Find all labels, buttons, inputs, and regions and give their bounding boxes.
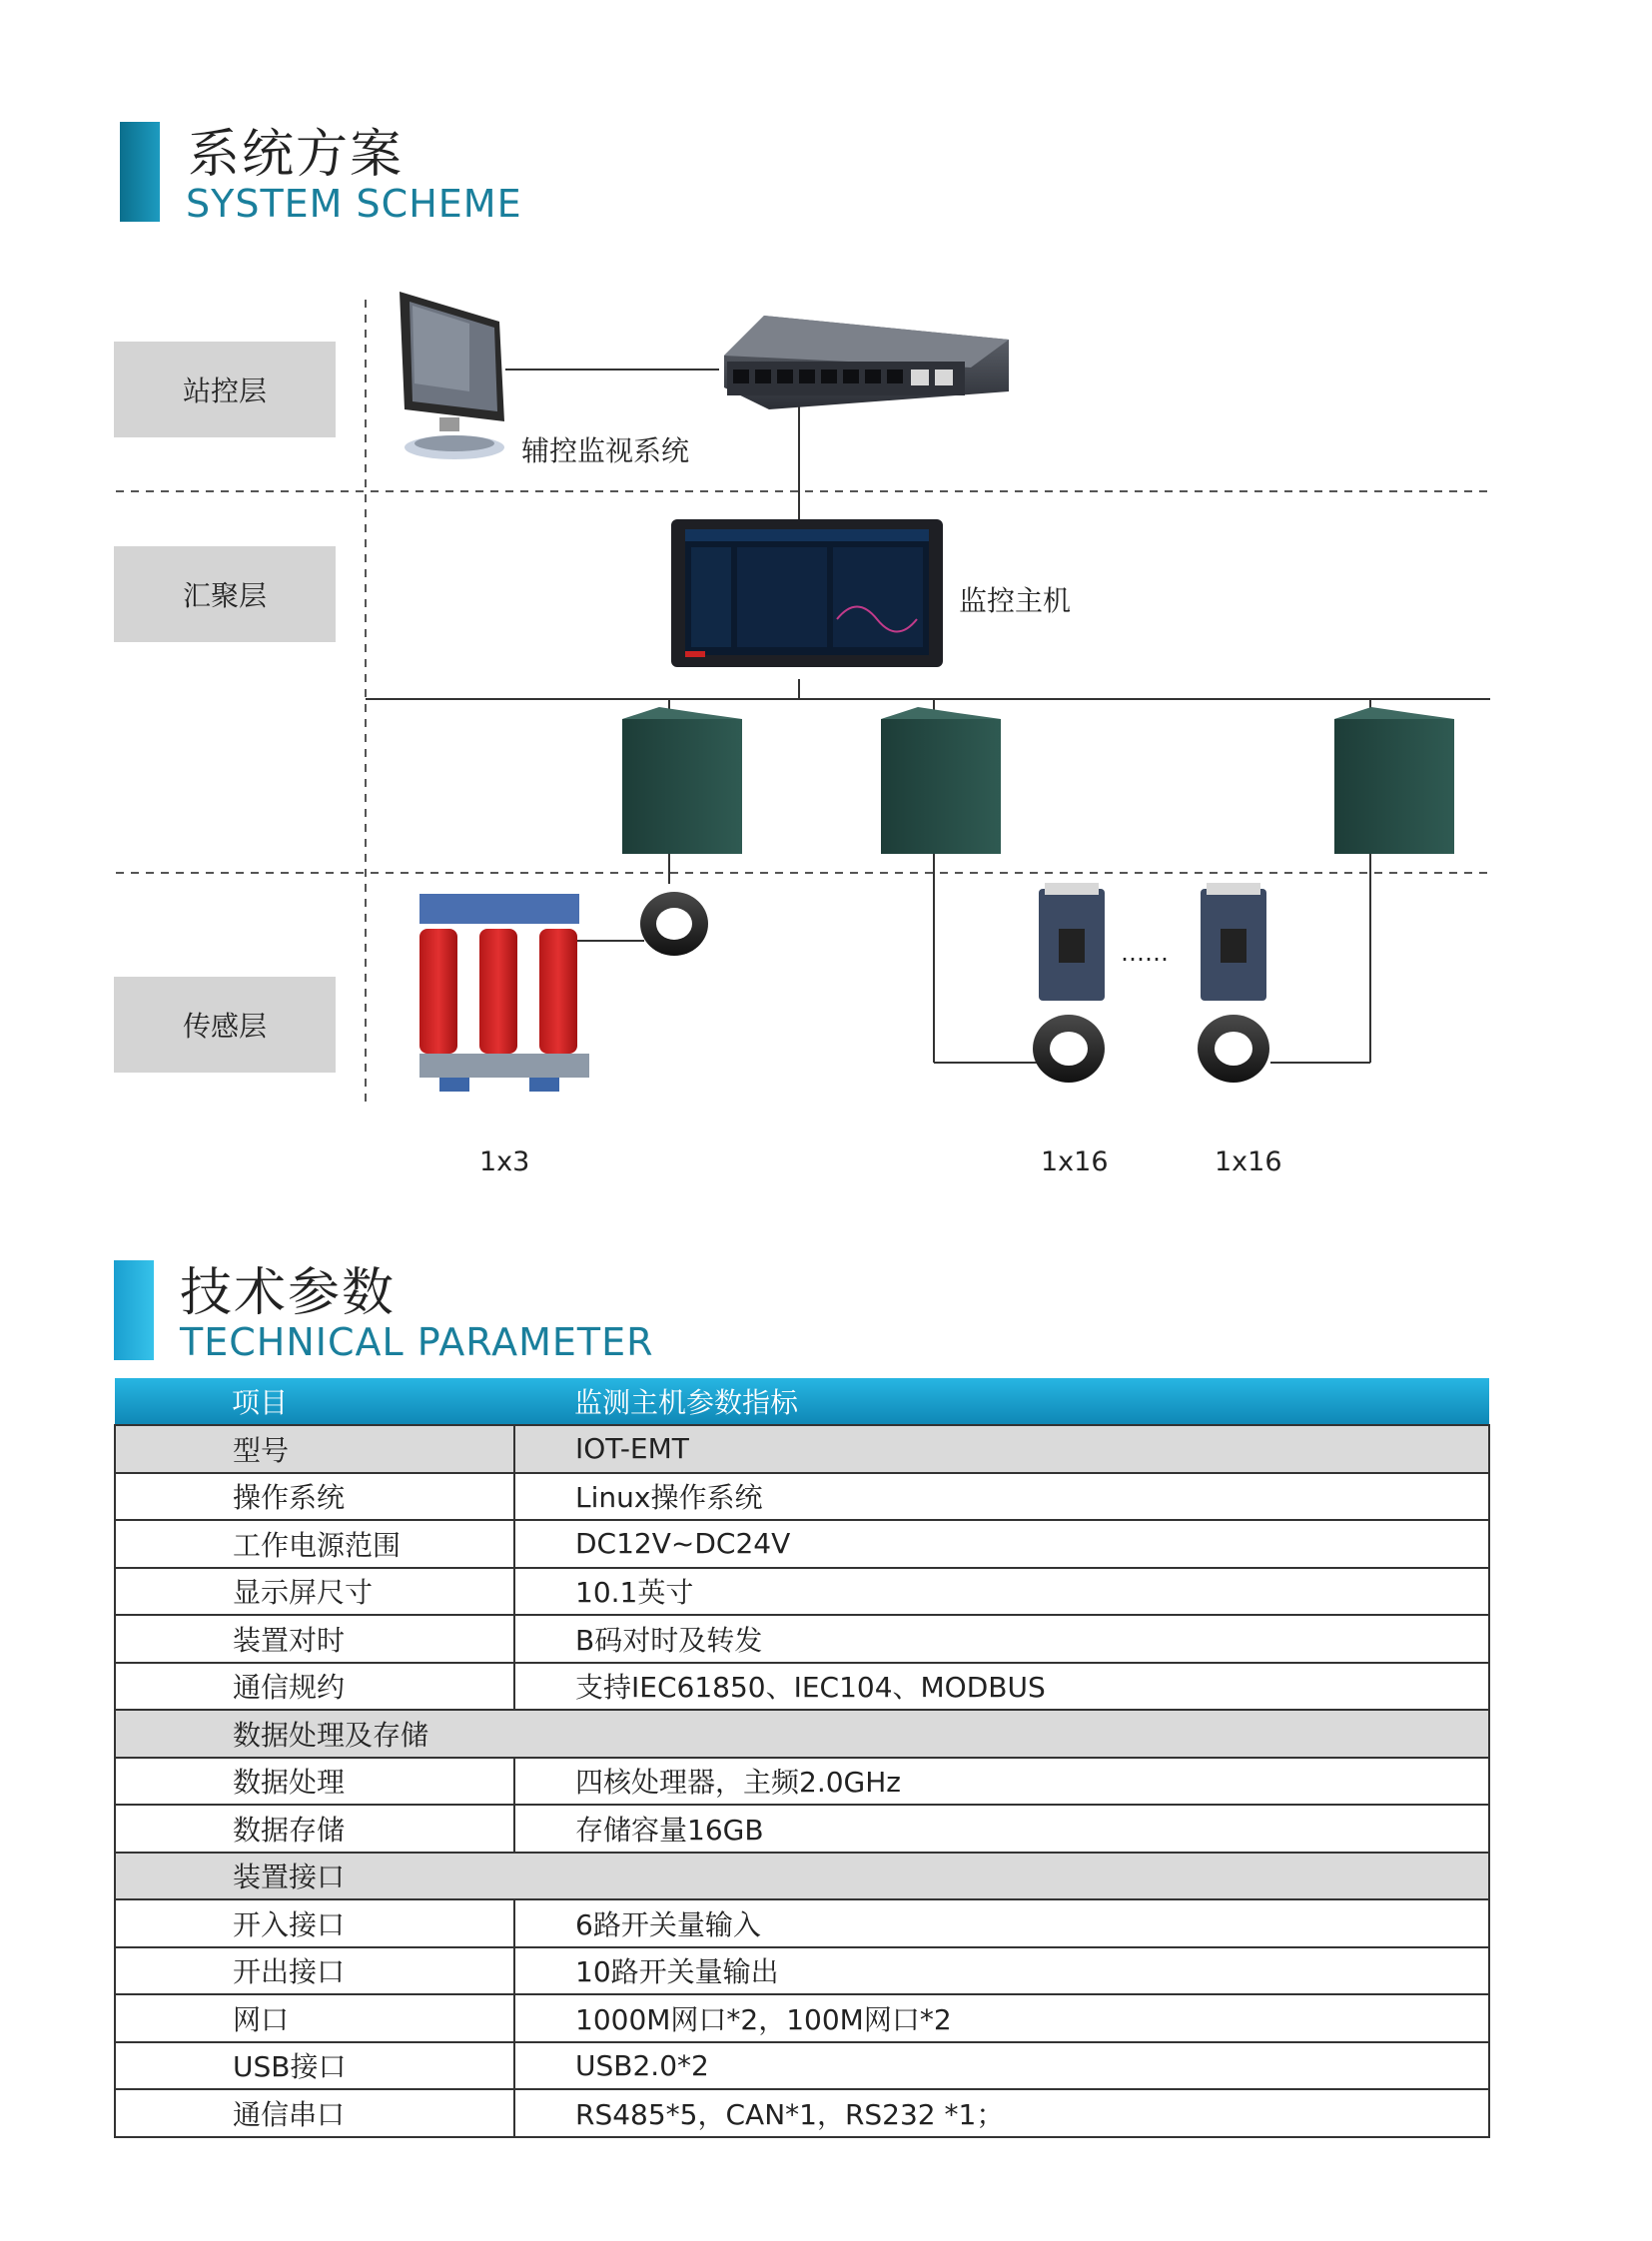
- aux-system-label: 辅控监视系统: [521, 434, 690, 467]
- table-row: [115, 1615, 1489, 1663]
- row-value: Linux操作系统: [514, 1473, 1489, 1521]
- ct-sensor-icon: [1033, 1015, 1105, 1083]
- section-accent-bar: [114, 1260, 154, 1360]
- header-value: 监测主机参数指标: [514, 1378, 1489, 1425]
- row-value: DC12V~DC24V: [514, 1520, 1489, 1568]
- table-row: [115, 2089, 1489, 2137]
- row-item: 工作电源范围: [115, 1520, 514, 1568]
- row-value: 6路开关量输入: [514, 1899, 1489, 1947]
- network-switch-icon: [724, 316, 1009, 409]
- row-value: 10.1英寸: [514, 1568, 1489, 1616]
- table-row: [115, 1899, 1489, 1947]
- monitor-host-label: 监控主机: [959, 584, 1072, 617]
- group-label: 数据处理及存储: [115, 1710, 1489, 1758]
- parameter-table: [114, 1378, 1490, 2138]
- ct-sensor-icon: [1198, 1015, 1269, 1083]
- collector-module-icon: [622, 707, 742, 854]
- count-transformer: 1x3: [479, 1146, 530, 1177]
- collector-module-icon: [881, 707, 1001, 854]
- layer-station: 站控层: [114, 342, 336, 437]
- row-value: RS485*5，CAN*1，RS232 *1；: [514, 2089, 1489, 2137]
- count-breaker-2: 1x16: [1215, 1146, 1282, 1177]
- row-item: 通信串口: [115, 2089, 514, 2137]
- table-row: [115, 1994, 1489, 2042]
- circuit-breaker-icon: [1201, 883, 1266, 1001]
- row-value: IOT-EMT: [514, 1425, 1489, 1473]
- breaker-ellipsis: ……: [1121, 939, 1169, 967]
- table-header-row: [115, 1378, 1489, 1425]
- row-item: 数据处理: [115, 1758, 514, 1806]
- row-value: 四核处理器，主频2.0GHz: [514, 1758, 1489, 1806]
- table-row: [115, 2042, 1489, 2090]
- row-item: 数据存储: [115, 1805, 514, 1853]
- count-breaker-1: 1x16: [1041, 1146, 1109, 1177]
- transformer-icon: [419, 894, 589, 1092]
- scheme-title-cn: 系统方案: [188, 125, 405, 185]
- table-group-row: [115, 1853, 1489, 1900]
- params-title-en: TECHNICAL PARAMETER: [180, 1320, 654, 1364]
- row-item: USB接口: [115, 2042, 514, 2090]
- row-item: 通信规约: [115, 1663, 514, 1711]
- layer-sensing: 传感层: [114, 977, 336, 1073]
- table-row: [115, 1425, 1489, 1473]
- row-value: USB2.0*2: [514, 2042, 1489, 2090]
- row-value: 支持IEC61850、IEC104、MODBUS: [514, 1663, 1489, 1711]
- group-label: 装置接口: [115, 1853, 1489, 1900]
- row-item: 操作系统: [115, 1473, 514, 1521]
- table-row: [115, 1520, 1489, 1568]
- monitor-host-icon: [671, 519, 943, 667]
- layer-aggregation: 汇聚层: [114, 546, 336, 642]
- row-item: 网口: [115, 1994, 514, 2042]
- monitor-pc-icon: [400, 292, 504, 459]
- row-item: 显示屏尺寸: [115, 1568, 514, 1616]
- scheme-title-en: SYSTEM SCHEME: [186, 182, 522, 226]
- row-item: 装置对时: [115, 1615, 514, 1663]
- table-row: [115, 1947, 1489, 1995]
- row-item: 开入接口: [115, 1899, 514, 1947]
- params-title-cn: 技术参数: [180, 1263, 397, 1323]
- row-item: 型号: [115, 1425, 514, 1473]
- row-value: 1000M网口*2，100M网口*2: [514, 1994, 1489, 2042]
- table-row: [115, 1663, 1489, 1711]
- table-row: [115, 1568, 1489, 1616]
- ct-sensor-icon: [640, 892, 708, 956]
- table-row: [115, 1758, 1489, 1806]
- row-value: B码对时及转发: [514, 1615, 1489, 1663]
- header-item: 项目: [115, 1378, 514, 1425]
- table-row: [115, 1805, 1489, 1853]
- row-value: 存储容量16GB: [514, 1805, 1489, 1853]
- table-row: [115, 1473, 1489, 1521]
- table-group-row: [115, 1710, 1489, 1758]
- circuit-breaker-icon: [1039, 883, 1105, 1001]
- collector-module-icon: [1334, 707, 1454, 854]
- row-value: 10路开关量输出: [514, 1947, 1489, 1995]
- row-item: 开出接口: [115, 1947, 514, 1995]
